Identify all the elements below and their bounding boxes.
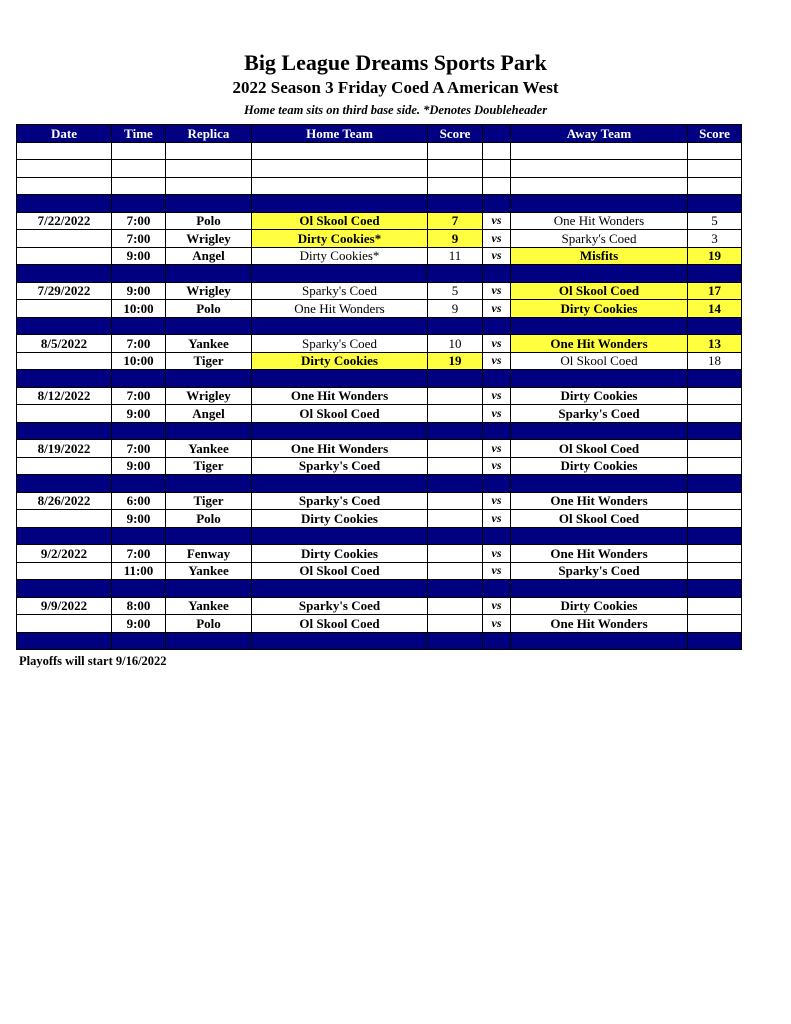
empty-cell	[688, 142, 742, 160]
separator-cell	[511, 527, 688, 545]
separator-cell	[688, 265, 742, 283]
cell-time: 10:00	[112, 300, 166, 318]
empty-cell	[166, 177, 252, 195]
cell-away-score: 17	[688, 282, 742, 300]
cell-home-score: 7	[428, 212, 483, 230]
cell-date	[17, 562, 112, 580]
schedule-body	[17, 142, 742, 650]
cell-vs: vs	[483, 510, 511, 528]
separator-cell	[112, 422, 166, 440]
empty-cell	[17, 142, 112, 160]
cell-date: 8/26/2022	[17, 492, 112, 510]
cell-away-team: One Hit Wonders	[511, 335, 688, 353]
separator-cell	[428, 370, 483, 388]
separator-cell	[166, 527, 252, 545]
cell-home-score	[428, 597, 483, 615]
week-separator-row	[17, 370, 742, 388]
separator-cell	[511, 265, 688, 283]
separator-cell	[483, 527, 511, 545]
cell-away-score	[688, 562, 742, 580]
cell-away-team: Dirty Cookies	[511, 387, 688, 405]
game-row	[17, 597, 742, 615]
cell-time: 8:00	[112, 597, 166, 615]
separator-cell	[511, 475, 688, 493]
separator-cell	[483, 195, 511, 213]
cell-home-team: Sparky's Coed	[252, 335, 428, 353]
separator-cell	[112, 527, 166, 545]
cell-away-team: Misfits	[511, 247, 688, 265]
cell-home-score	[428, 615, 483, 633]
cell-vs: vs	[483, 545, 511, 563]
cell-home-score	[428, 440, 483, 458]
empty-cell	[483, 177, 511, 195]
cell-home-team: Dirty Cookies	[252, 352, 428, 370]
separator-cell	[166, 632, 252, 650]
cell-replica: Yankee	[166, 562, 252, 580]
cell-home-score	[428, 405, 483, 423]
cell-date: 7/29/2022	[17, 282, 112, 300]
empty-cell	[483, 160, 511, 178]
empty-cell	[252, 177, 428, 195]
cell-away-score	[688, 457, 742, 475]
separator-cell	[511, 632, 688, 650]
game-row	[17, 212, 742, 230]
cell-home-team: Dirty Cookies*	[252, 247, 428, 265]
cell-replica: Yankee	[166, 440, 252, 458]
cell-vs: vs	[483, 352, 511, 370]
cell-home-score	[428, 510, 483, 528]
empty-cell	[688, 160, 742, 178]
cell-replica: Fenway	[166, 545, 252, 563]
col-header-home-team: Home Team	[252, 125, 428, 143]
separator-cell	[483, 370, 511, 388]
cell-replica: Wrigley	[166, 387, 252, 405]
separator-cell	[252, 317, 428, 335]
week-separator-row	[17, 195, 742, 213]
cell-away-team: Sparky's Coed	[511, 230, 688, 248]
separator-cell	[483, 317, 511, 335]
cell-away-score	[688, 440, 742, 458]
separator-cell	[428, 475, 483, 493]
col-header-vs	[483, 125, 511, 143]
empty-cell	[511, 160, 688, 178]
cell-vs: vs	[483, 247, 511, 265]
separator-cell	[17, 580, 112, 598]
schedule-table	[16, 124, 742, 650]
cell-time: 7:00	[112, 387, 166, 405]
cell-home-team: Ol Skool Coed	[252, 562, 428, 580]
cell-home-score: 9	[428, 230, 483, 248]
separator-cell	[112, 475, 166, 493]
cell-home-score: 11	[428, 247, 483, 265]
cell-replica: Yankee	[166, 335, 252, 353]
cell-away-score: 19	[688, 247, 742, 265]
cell-replica: Angel	[166, 247, 252, 265]
week-separator-row	[17, 632, 742, 650]
cell-away-score	[688, 387, 742, 405]
cell-date: 8/19/2022	[17, 440, 112, 458]
separator-cell	[252, 195, 428, 213]
empty-cell	[17, 160, 112, 178]
cell-replica: Polo	[166, 510, 252, 528]
cell-vs: vs	[483, 387, 511, 405]
cell-vs: vs	[483, 282, 511, 300]
separator-cell	[511, 195, 688, 213]
cell-replica: Polo	[166, 212, 252, 230]
cell-date	[17, 615, 112, 633]
cell-away-team: Ol Skool Coed	[511, 440, 688, 458]
empty-cell	[688, 177, 742, 195]
empty-cell	[252, 160, 428, 178]
separator-cell	[112, 265, 166, 283]
cell-time: 7:00	[112, 440, 166, 458]
cell-date: 9/2/2022	[17, 545, 112, 563]
separator-cell	[688, 632, 742, 650]
separator-cell	[428, 527, 483, 545]
separator-cell	[252, 527, 428, 545]
separator-cell	[483, 422, 511, 440]
cell-home-team: Sparky's Coed	[252, 282, 428, 300]
cell-away-score: 5	[688, 212, 742, 230]
cell-away-team: Ol Skool Coed	[511, 352, 688, 370]
cell-home-team: Sparky's Coed	[252, 597, 428, 615]
cell-home-team: Dirty Cookies*	[252, 230, 428, 248]
cell-home-score	[428, 457, 483, 475]
cell-away-score	[688, 597, 742, 615]
cell-vs: vs	[483, 405, 511, 423]
cell-replica: Tiger	[166, 492, 252, 510]
game-row	[17, 300, 742, 318]
cell-replica: Tiger	[166, 352, 252, 370]
cell-date	[17, 457, 112, 475]
cell-date	[17, 230, 112, 248]
game-row	[17, 510, 742, 528]
empty-row	[17, 177, 742, 195]
cell-away-score	[688, 510, 742, 528]
separator-cell	[166, 265, 252, 283]
page-title: Big League Dreams Sports Park	[244, 50, 547, 75]
separator-cell	[428, 195, 483, 213]
cell-away-score: 13	[688, 335, 742, 353]
cell-home-score	[428, 562, 483, 580]
separator-cell	[428, 632, 483, 650]
cell-home-team: One Hit Wonders	[252, 387, 428, 405]
cell-home-team: Dirty Cookies	[252, 545, 428, 563]
cell-away-score	[688, 615, 742, 633]
cell-vs: vs	[483, 335, 511, 353]
cell-time: 9:00	[112, 457, 166, 475]
separator-cell	[17, 422, 112, 440]
separator-cell	[17, 317, 112, 335]
cell-home-score	[428, 492, 483, 510]
week-separator-row	[17, 580, 742, 598]
separator-cell	[17, 195, 112, 213]
cell-date: 8/12/2022	[17, 387, 112, 405]
cell-date: 8/5/2022	[17, 335, 112, 353]
cell-replica: Angel	[166, 405, 252, 423]
cell-away-score	[688, 405, 742, 423]
separator-cell	[483, 632, 511, 650]
col-header-away-team: Away Team	[511, 125, 688, 143]
empty-cell	[428, 160, 483, 178]
game-row	[17, 562, 742, 580]
page-subtitle: 2022 Season 3 Friday Coed A American West	[232, 78, 559, 97]
cell-home-score: 19	[428, 352, 483, 370]
empty-cell	[252, 142, 428, 160]
cell-away-score: 3	[688, 230, 742, 248]
empty-cell	[483, 142, 511, 160]
cell-vs: vs	[483, 212, 511, 230]
empty-cell	[166, 142, 252, 160]
separator-cell	[483, 580, 511, 598]
cell-away-team: Ol Skool Coed	[511, 510, 688, 528]
cell-time: 7:00	[112, 545, 166, 563]
cell-date	[17, 510, 112, 528]
cell-away-score: 14	[688, 300, 742, 318]
separator-cell	[252, 580, 428, 598]
separator-cell	[252, 632, 428, 650]
cell-away-team: Dirty Cookies	[511, 300, 688, 318]
separator-cell	[112, 317, 166, 335]
cell-time: 10:00	[112, 352, 166, 370]
separator-cell	[112, 580, 166, 598]
separator-cell	[511, 370, 688, 388]
cell-home-team: One Hit Wonders	[252, 440, 428, 458]
game-row	[17, 492, 742, 510]
empty-cell	[511, 177, 688, 195]
game-row	[17, 545, 742, 563]
cell-date	[17, 405, 112, 423]
cell-vs: vs	[483, 615, 511, 633]
cell-time: 7:00	[112, 230, 166, 248]
cell-replica: Polo	[166, 615, 252, 633]
cell-home-team: Ol Skool Coed	[252, 212, 428, 230]
cell-time: 9:00	[112, 510, 166, 528]
game-row	[17, 247, 742, 265]
separator-cell	[428, 580, 483, 598]
cell-vs: vs	[483, 457, 511, 475]
separator-cell	[17, 265, 112, 283]
separator-cell	[511, 580, 688, 598]
empty-row	[17, 160, 742, 178]
cell-home-team: Ol Skool Coed	[252, 405, 428, 423]
cell-away-team: One Hit Wonders	[511, 492, 688, 510]
cell-away-team: One Hit Wonders	[511, 545, 688, 563]
separator-cell	[112, 195, 166, 213]
cell-home-score: 5	[428, 282, 483, 300]
separator-cell	[688, 195, 742, 213]
cell-away-team: Ol Skool Coed	[511, 282, 688, 300]
week-separator-row	[17, 422, 742, 440]
col-header-time: Time	[112, 125, 166, 143]
cell-vs: vs	[483, 440, 511, 458]
game-row	[17, 615, 742, 633]
cell-away-team: Sparky's Coed	[511, 562, 688, 580]
week-separator-row	[17, 317, 742, 335]
cell-time: 9:00	[112, 405, 166, 423]
empty-cell	[17, 177, 112, 195]
cell-home-team: One Hit Wonders	[252, 300, 428, 318]
col-header-date: Date	[17, 125, 112, 143]
separator-cell	[483, 265, 511, 283]
cell-time: 11:00	[112, 562, 166, 580]
cell-home-team: Sparky's Coed	[252, 492, 428, 510]
cell-away-team: Dirty Cookies	[511, 457, 688, 475]
cell-replica: Tiger	[166, 457, 252, 475]
week-separator-row	[17, 265, 742, 283]
playoffs-note: Playoffs will start 9/16/2022	[19, 654, 167, 668]
game-row	[17, 335, 742, 353]
empty-cell	[112, 142, 166, 160]
game-row	[17, 352, 742, 370]
separator-cell	[166, 317, 252, 335]
game-row	[17, 230, 742, 248]
cell-away-team: Sparky's Coed	[511, 405, 688, 423]
separator-cell	[428, 317, 483, 335]
cell-away-score	[688, 492, 742, 510]
separator-cell	[688, 580, 742, 598]
cell-replica: Wrigley	[166, 230, 252, 248]
empty-cell	[112, 160, 166, 178]
cell-away-team: Dirty Cookies	[511, 597, 688, 615]
game-row	[17, 440, 742, 458]
separator-cell	[688, 527, 742, 545]
cell-replica: Wrigley	[166, 282, 252, 300]
col-header-away-score: Score	[688, 125, 742, 143]
cell-time: 9:00	[112, 282, 166, 300]
cell-home-score: 10	[428, 335, 483, 353]
cell-vs: vs	[483, 597, 511, 615]
separator-cell	[166, 370, 252, 388]
cell-vs: vs	[483, 562, 511, 580]
cell-time: 9:00	[112, 615, 166, 633]
cell-home-score: 9	[428, 300, 483, 318]
game-row	[17, 282, 742, 300]
schedule-note: Home team sits on third base side. *Denotes Doubleheader	[243, 103, 548, 117]
separator-cell	[688, 422, 742, 440]
empty-cell	[428, 177, 483, 195]
week-separator-row	[17, 527, 742, 545]
game-row	[17, 457, 742, 475]
week-separator-row	[17, 475, 742, 493]
col-header-home-score: Score	[428, 125, 483, 143]
cell-vs: vs	[483, 300, 511, 318]
separator-cell	[166, 422, 252, 440]
cell-time: 9:00	[112, 247, 166, 265]
cell-time: 6:00	[112, 492, 166, 510]
cell-replica: Polo	[166, 300, 252, 318]
separator-cell	[252, 475, 428, 493]
cell-time: 7:00	[112, 335, 166, 353]
separator-cell	[688, 475, 742, 493]
separator-cell	[166, 475, 252, 493]
cell-date	[17, 300, 112, 318]
separator-cell	[17, 527, 112, 545]
empty-cell	[511, 142, 688, 160]
cell-date: 7/22/2022	[17, 212, 112, 230]
cell-vs: vs	[483, 492, 511, 510]
empty-cell	[428, 142, 483, 160]
separator-cell	[252, 422, 428, 440]
separator-cell	[511, 317, 688, 335]
cell-away-score: 18	[688, 352, 742, 370]
separator-cell	[511, 422, 688, 440]
cell-time: 7:00	[112, 212, 166, 230]
separator-cell	[17, 475, 112, 493]
game-row	[17, 387, 742, 405]
separator-cell	[112, 632, 166, 650]
col-header-replica: Replica	[166, 125, 252, 143]
cell-date	[17, 247, 112, 265]
separator-cell	[428, 422, 483, 440]
cell-replica: Yankee	[166, 597, 252, 615]
cell-away-team: One Hit Wonders	[511, 615, 688, 633]
separator-cell	[483, 475, 511, 493]
cell-vs: vs	[483, 230, 511, 248]
game-row	[17, 405, 742, 423]
empty-row	[17, 142, 742, 160]
cell-home-team: Ol Skool Coed	[252, 615, 428, 633]
empty-cell	[166, 160, 252, 178]
cell-home-score	[428, 545, 483, 563]
cell-home-team: Dirty Cookies	[252, 510, 428, 528]
cell-home-score	[428, 387, 483, 405]
separator-cell	[428, 265, 483, 283]
table-header-row	[17, 125, 742, 143]
separator-cell	[688, 317, 742, 335]
separator-cell	[112, 370, 166, 388]
separator-cell	[17, 370, 112, 388]
cell-away-team: One Hit Wonders	[511, 212, 688, 230]
cell-home-team: Sparky's Coed	[252, 457, 428, 475]
cell-away-score	[688, 545, 742, 563]
separator-cell	[252, 265, 428, 283]
separator-cell	[166, 580, 252, 598]
empty-cell	[112, 177, 166, 195]
cell-date	[17, 352, 112, 370]
separator-cell	[17, 632, 112, 650]
separator-cell	[688, 370, 742, 388]
separator-cell	[166, 195, 252, 213]
separator-cell	[252, 370, 428, 388]
cell-date: 9/9/2022	[17, 597, 112, 615]
